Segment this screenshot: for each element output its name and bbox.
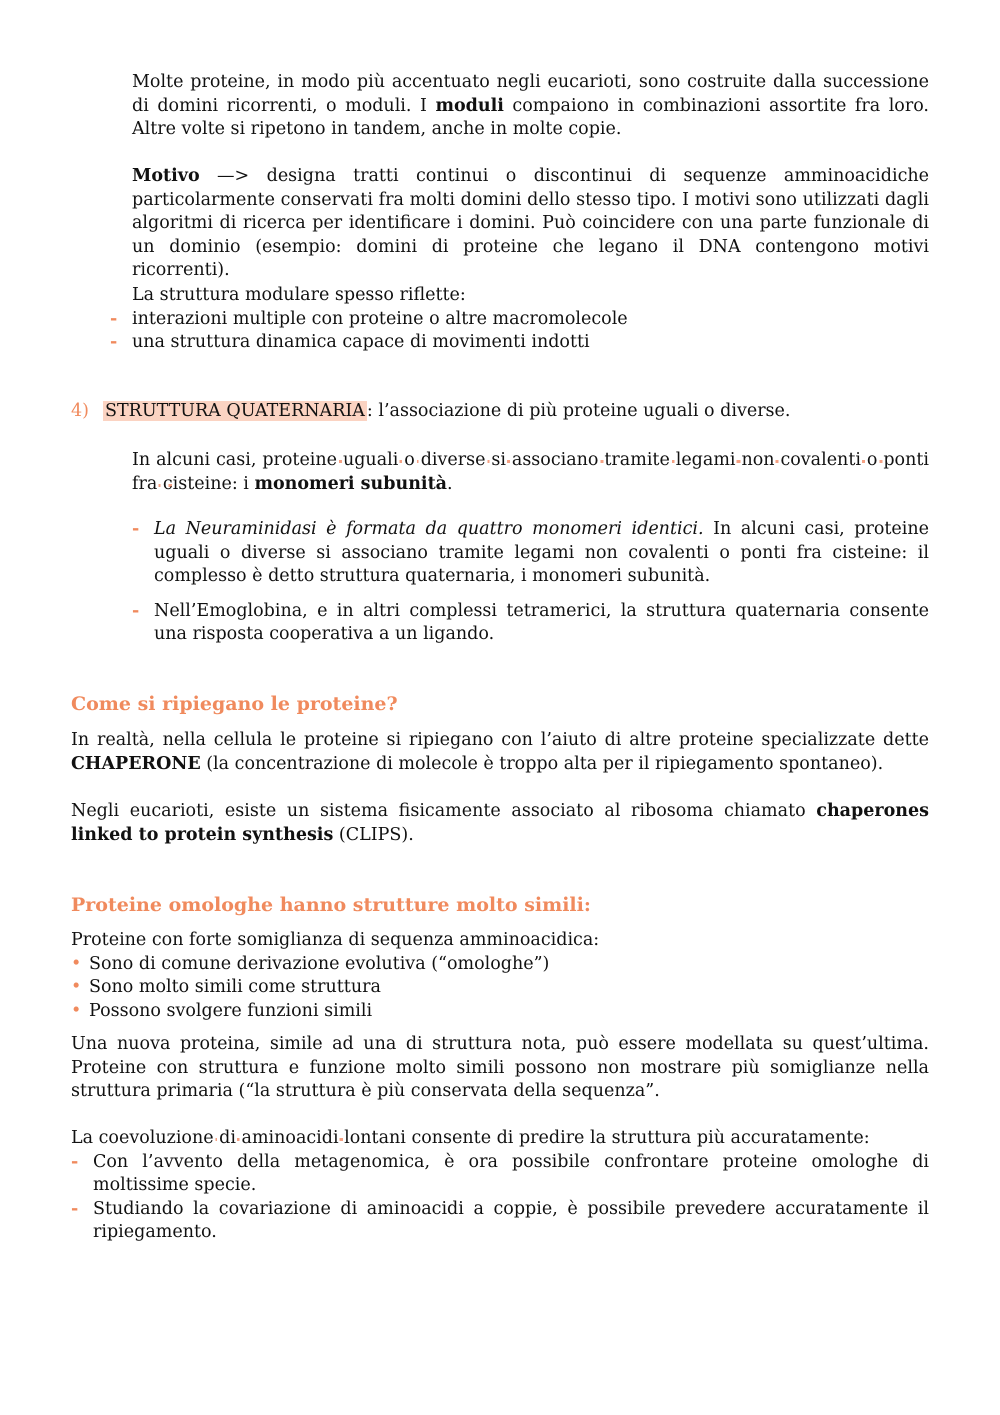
list-item: - interazioni multiple con proteine o altre macromolecole	[132, 308, 929, 332]
bold-term: Motivo	[132, 166, 200, 186]
dot-bullet-icon: •	[71, 1000, 82, 1021]
list-item: - Studiando la covariazione di aminoacidi a coppie, è possibile prevedere accuratamente il ripiegamento.	[71, 1198, 929, 1242]
dash-bullet-icon: -	[110, 308, 118, 329]
bold-term: chaperones linked to protein synthesis	[71, 801, 929, 845]
quaternaria-paragraph: In alcuni casi, proteine uguali o diverse si associano tramite legami non covalenti o ponti fra cisteine: i monomeri subunità.	[132, 450, 929, 494]
list-item: - Con l’avvento della metagenomica, è ora possibile confrontare proteine omologhe di moltissime specie.	[71, 1151, 929, 1195]
omologhe-bullets	[71, 953, 929, 1024]
motivo-paragraph	[132, 165, 929, 283]
bold-term: monomeri subunità	[254, 473, 447, 494]
text: —> designa tratti continui o discontinui di sequenze amminoacidiche particolarmente conservati fra molti domini dello stesso tipo. I motivi sono utilizzati dagli algoritmi di ricerca per identificare i domini. Può coincidere con una parte funzionale di un dominio (esempio: domini di proteine che legano il DNA contengono motivi ricorrenti).	[132, 166, 929, 280]
text: : l’associazione di più proteine uguali o diverse.	[366, 401, 791, 421]
bold-term: CHAPERONE	[71, 753, 201, 774]
highlighted-title: STRUTTURA QUATERNARIA	[105, 401, 365, 421]
section-heading: Proteine omologhe hanno strutture molto simili:	[71, 894, 591, 916]
list-item: • Sono di comune derivazione evolutiva (“omologhe”)	[89, 953, 929, 977]
modulare-list	[110, 308, 929, 355]
text: compaiono in combinazioni assortite fra loro. Altre volte si ripetono in tandem, anche in molte copie.	[132, 95, 929, 139]
dot-bullet-icon: •	[71, 953, 82, 974]
section-number: 4)	[71, 401, 89, 421]
list-item: • Sono molto simili come struttura	[89, 976, 929, 1000]
dash-bullet-icon: -	[71, 1151, 79, 1172]
list-item: - La Neuraminidasi è formata da quattro monomeri identici. In alcuni casi, proteine uguali o diverse si associano tramite legami non covalenti o ponti fra cisteine: il complesso è detto struttura quaternaria, i monomeri subunità.	[132, 519, 930, 586]
list-item: • Possono svolgere funzioni simili	[89, 1000, 929, 1024]
coevoluzione-section	[71, 1127, 929, 1245]
quaternaria-list	[132, 518, 930, 647]
section-heading: Come si ripiegano le proteine?	[71, 693, 398, 715]
dash-bullet-icon: -	[71, 1198, 79, 1219]
moduli-paragraph	[132, 71, 929, 142]
list-item: - Nell’Emoglobina, e in altri complessi tetramerici, la struttura quaternaria consente una risposta cooperativa a un ligando.	[132, 600, 929, 644]
list-item: - una struttura dinamica capace di movimenti indotti	[132, 331, 929, 355]
underline-highlight: coevoluzione di aminoacidi lontan	[98, 1128, 401, 1148]
quaternaria-title-line	[103, 400, 790, 424]
dot-bullet-icon: •	[71, 977, 82, 997]
coevoluzione-intro: La coevoluzione di aminoacidi lontani consente di predire la struttura più accuratamente:	[71, 1128, 870, 1148]
chaperone-paragraph: In realtà, nella cellula le proteine si ripiegano con l’aiuto di altre proteine specializzate dette CHAPERONE (la concentrazione di molecole è troppo alta per il ripiegamento spontaneo).	[71, 730, 929, 774]
clips-paragraph: Negli eucarioti, esiste un sistema fisicamente associato al ribosoma chiamato chaperones linked to protein synthesis (CLIPS).	[71, 801, 929, 845]
modulare-section	[110, 284, 929, 355]
bold-term: moduli	[435, 95, 504, 116]
modulare-intro: La struttura modulare spesso riflette:	[132, 285, 466, 305]
dash-bullet-icon: -	[132, 600, 140, 621]
dash-bullet-icon: -	[110, 332, 118, 352]
modellazione-paragraph: Una nuova proteina, simile ad una di struttura nota, può essere modellata su quest’ultima. Proteine con struttura e funzione molto simili possono non mostrare più somiglianze nella struttura primaria (“la struttura è più conservata della sequenza”.	[71, 1034, 929, 1101]
omologhe-list-section	[71, 929, 929, 1023]
omologhe-intro: Proteine con forte somiglianza di sequenza amminoacidica:	[71, 930, 600, 950]
underline-highlight: proteine uguali o diverse si associano tramite legami non covalenti o ponti fra cisteine	[132, 450, 929, 494]
coevoluzione-list	[71, 1151, 929, 1245]
dash-bullet-icon: -	[132, 519, 140, 539]
text: Molte proteine, in modo più accentuato negli eucarioti, sono costruite dalla successione di domini ricorrenti, o moduli. I	[132, 72, 929, 116]
